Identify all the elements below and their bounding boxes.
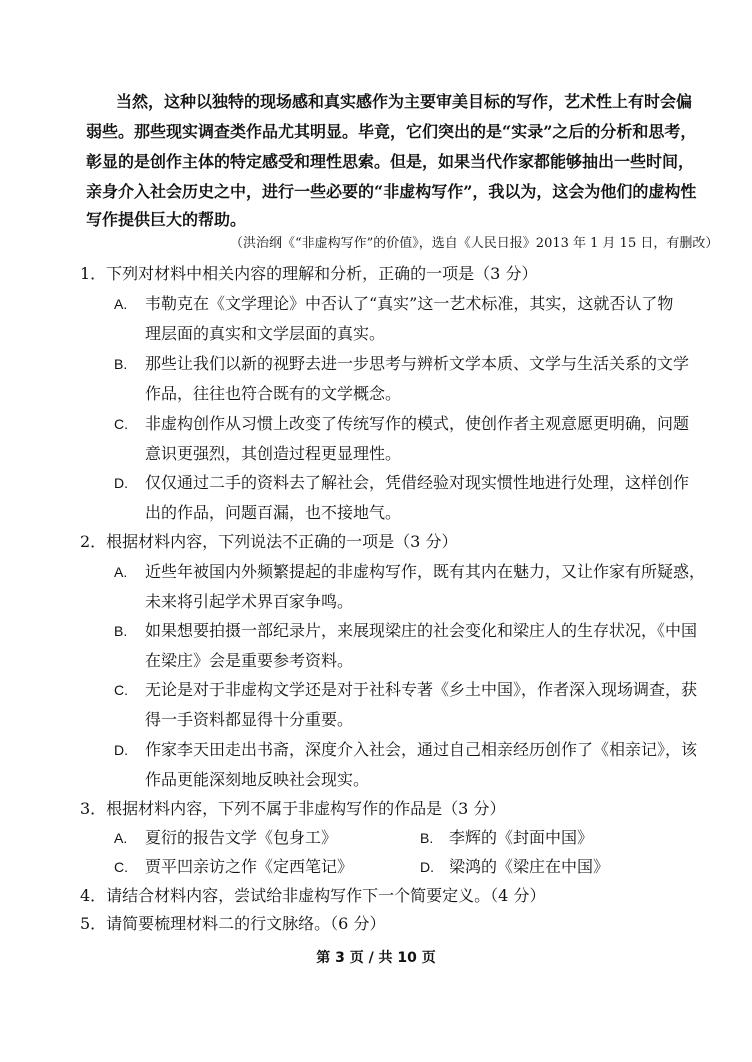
option-text: 意识更强烈，其创造过程更显理性。 [145,444,402,463]
passage-line: 彰显的是创作主体的特定感受和理性思索。但是，如果当代作家都能够抽出一些时间， [86,152,695,171]
option-letter: B. [114,623,128,639]
passage-line: 弱些。那些现实调查类作品尤其明显。毕竟，它们突出的是“实录”之后的分析和思考， [86,122,697,141]
option-text: 贾平凹亲访之作《定西笔记》 [145,857,354,876]
question-stem: 2．根据材料内容，下列说法不正确的一项是（3 分） [80,532,458,551]
page-number-footer: 第 3 页 / 共 10 页 [316,950,436,966]
passage-line: 当然，这种以独特的现场感和真实感作为主要审美目标的写作，艺术性上有时会偏 [116,92,693,111]
option-letter: A. [114,830,128,846]
option-letter: B. [114,356,128,372]
option-letter: C. [114,416,128,432]
question-stem: 1．下列对材料中相关内容的理解和分析，正确的一项是（3 分） [80,264,538,283]
option-text: 理层面的真实和文学层面的真实。 [145,324,386,343]
option-text: 李辉的《封面中国》 [449,828,594,847]
option-text: 如果想要拍摄一部纪录片，来展现梁庄的社会变化和梁庄人的生存状况，《中国 [145,621,698,640]
passage-line: 写作提供巨大的帮助。 [86,210,247,229]
question-stem: 3．根据材料内容，下列不属于非虚构写作的作品是（3 分） [80,799,506,818]
option-text: 仅仅通过二手的资料去了解社会，凭借经验对现实惯性地进行处理，这样创作 [145,473,690,492]
option-text: 非虚构创作从习惯上改变了传统写作的模式，使创作者主观意愿更明确，问题 [145,414,690,433]
option-text: 梁鸿的《梁庄在中国》 [449,857,610,876]
option-text: 作家李天田走出书斋，深度介入社会，通过自己相亲经历创作了《相亲记》，该 [145,740,698,759]
option-letter: A. [114,564,128,580]
option-text: 那些让我们以新的视野去进一步思考与辨析文学本质、文学与生活关系的文学 [145,354,690,373]
option-text: 夏衍的报告文学《包身工》 [145,828,338,847]
question-5-stem: 5．请简要梳理材料二的行文脉络。（6 分） [80,914,386,933]
passage-line: 亲身介入社会历史之中，进行一些必要的“非虚构写作”，我以为，这会为他们的虚构性 [86,182,697,201]
question-4-stem: 4．请结合材料内容，尝试给非虚构写作下一个简要定义。（4 分） [80,886,546,905]
passage-source: （洪治纲《“非虚构写作”的价值》，选自《人民日报》2013 年 1 月 15 日，有删改） [230,236,719,251]
option-text: 出的作品，问题百漏，也不接地气。 [145,503,402,522]
option-text: 无论是对于非虚构文学还是对于社科专著《乡土中国》，作者深入现场调查，获 [145,680,698,699]
option-letter: D. [114,475,128,491]
option-text: 未来将引起学术界百家争鸣。 [145,592,354,611]
option-text: 韦勒克在《文学理论》中否认了“真实”这一艺术标准，其实，这就否认了物 [145,294,674,313]
option-letter: C. [114,682,128,698]
option-text: 作品更能深刻地反映社会现实。 [145,770,370,789]
option-text: 近些年被国内外频繁提起的非虚构写作，既有其内在魅力，又让作家有所疑惑， [145,562,706,581]
option-text: 得一手资料都显得十分重要。 [145,710,354,729]
option-text: 在梁庄》会是重要参考资料。 [145,651,354,670]
option-text: 作品，往往也符合既有的文学概念。 [145,384,402,403]
option-letter: D. [420,859,434,875]
option-letter: B. [420,830,434,846]
option-letter: D. [114,742,128,758]
option-letter: A. [114,296,128,312]
option-letter: C. [114,859,128,875]
